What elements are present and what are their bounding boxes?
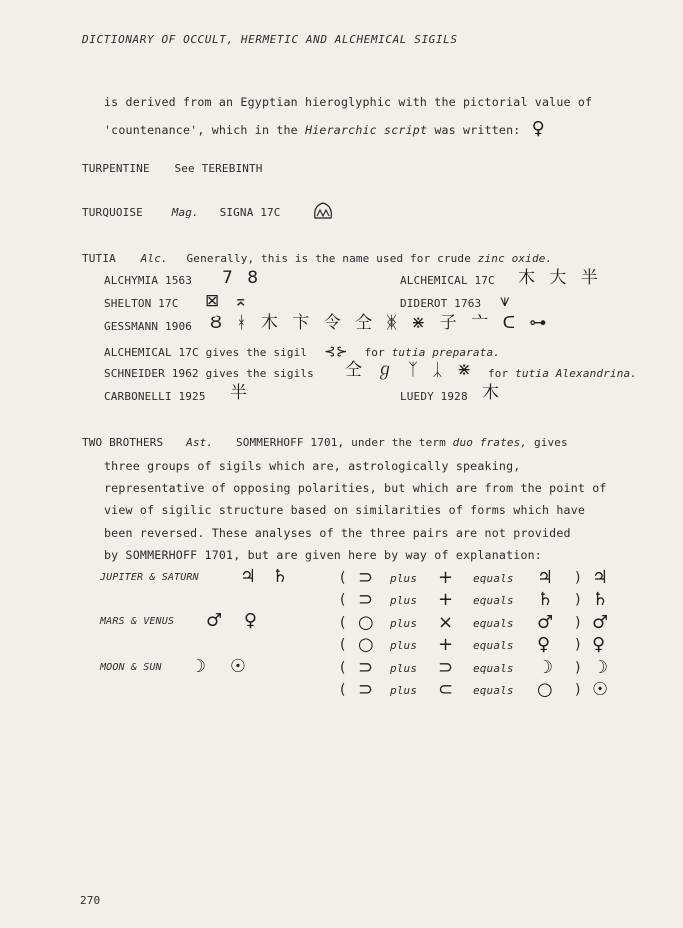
sigil: 木: [518, 268, 535, 288]
sigil: 仝: [355, 313, 373, 333]
planet-sigil: ♄: [592, 589, 609, 610]
component-b-sigil: ⊃: [438, 657, 454, 678]
component-a-sigil: ⊃: [358, 657, 374, 678]
sigil: 半: [580, 268, 598, 288]
intro-line-2: [104, 118, 545, 139]
alchymia-sigils: [222, 270, 267, 287]
moon-icon: ☽: [190, 656, 207, 677]
close-paren: ): [575, 682, 581, 698]
body-line: view of sigilic structure based on similarities of forms which have: [104, 503, 586, 517]
equals-label: equals: [473, 617, 514, 630]
component-a-sigil: ○: [358, 612, 374, 633]
open-paren: (: [340, 615, 346, 631]
venus-sigil: ♀: [531, 118, 546, 139]
turquoise-sigil: [312, 200, 334, 222]
entry-abbreviation: Ast.: [186, 436, 214, 449]
component-a-sigil: ⊃: [358, 589, 374, 610]
entry-two-brothers: [82, 436, 568, 449]
component-b-sigil: ⊂: [438, 679, 454, 700]
sigil: ᛉ: [407, 360, 419, 380]
entry-term: TWO BROTHERS: [82, 436, 164, 449]
gessmann-sigils: [210, 315, 555, 332]
entry-description: Generally, this is the name used for crude: [186, 252, 471, 265]
source-carbonelli: CARBONELLI 1925: [104, 390, 206, 403]
entry-turquoise: [82, 206, 281, 219]
pair-sigils: [190, 656, 246, 677]
entry-term: TUTIA: [82, 252, 116, 265]
sigil: 大: [549, 268, 567, 288]
diderot-sigils: [500, 293, 519, 310]
source-gessmann: GESSMANN 1906: [104, 320, 193, 333]
open-paren: (: [340, 637, 346, 653]
pair-sigils: [206, 610, 257, 631]
component-a-sigil: ⊃: [358, 567, 374, 588]
pair-label: JUPITER & SATURN: [100, 572, 199, 583]
equals-label: equals: [473, 594, 514, 607]
plus-label: plus: [390, 594, 418, 607]
equals-label: equals: [473, 662, 514, 675]
intro-line-1: is derived from an Egyptian hieroglyphic with the pictorial value of: [104, 95, 593, 109]
source-shelton: SHELTON 17C: [104, 297, 179, 310]
pair-label: MARS & VENUS: [100, 616, 175, 627]
luedy-sigil: 木: [482, 383, 499, 403]
equals-label: equals: [473, 684, 514, 697]
close-paren: ): [575, 660, 581, 676]
schneider-sigils: [345, 362, 480, 379]
alchemical-17c-sigils: [518, 270, 607, 287]
open-paren: (: [340, 660, 346, 676]
entry-description: SOMMERHOFF 1701, under the term: [235, 436, 446, 449]
component-a-sigil: ⊃: [358, 679, 374, 700]
preparata-for: for: [364, 346, 385, 359]
component-b-sigil: +: [438, 567, 454, 588]
entry-tutia: [82, 252, 552, 265]
close-paren: ): [575, 570, 581, 586]
sigil: ⊶: [529, 313, 547, 333]
sigil: ᛤ: [386, 313, 397, 333]
entry-abbreviation: Mag.: [171, 206, 199, 219]
planet-sigil: ♃: [592, 567, 609, 588]
plus-label: plus: [390, 639, 418, 652]
sigil: Ȣ: [210, 313, 222, 333]
result-sigil: ♄: [537, 589, 554, 610]
mars-icon: ♂: [206, 610, 223, 631]
schneider-for: for: [488, 367, 509, 380]
venus-icon: ♀: [243, 610, 258, 631]
close-paren: ): [575, 592, 581, 608]
equals-label: equals: [473, 639, 514, 652]
preparata-text: ALCHEMICAL 17C gives the sigil: [104, 346, 308, 359]
intro-italic-term: Hierarchic script: [305, 123, 428, 137]
cross-reference: See TEREBINTH: [174, 162, 263, 175]
open-paren: (: [340, 570, 346, 586]
sigil: ⌅: [233, 291, 248, 311]
entry-abbreviation: Alc.: [140, 252, 168, 265]
pair-sigils: [240, 566, 288, 587]
component-a-sigil: ○: [358, 634, 374, 655]
preparata-sigil: ⊰⊱: [323, 344, 348, 360]
source-label: ALCHYMIA 1563: [104, 274, 193, 287]
carbonelli-sigil: 半: [230, 383, 247, 403]
close-paren: ): [575, 637, 581, 653]
sigil: ⩛: [500, 291, 510, 311]
entry-description-end: gives: [533, 436, 568, 449]
source-reference: SIGNA 17C: [219, 206, 281, 219]
plus-label: plus: [390, 617, 418, 630]
sigil: ⋇: [457, 360, 472, 380]
plus-label: plus: [390, 662, 418, 675]
shelton-sigils: [205, 293, 257, 310]
sigil: 仝: [345, 360, 362, 380]
plus-label: plus: [390, 572, 418, 585]
sigil: ⊠: [205, 291, 220, 311]
preparata-line: [104, 344, 500, 361]
schneider-tail: [488, 367, 637, 380]
component-b-sigil: +: [438, 589, 454, 610]
body-line: representative of opposing polarities, but which are from the point of: [104, 481, 607, 495]
schneider-term: tutia Alexandrina.: [515, 367, 638, 380]
intro-text-a: 'countenance', which in the: [104, 123, 298, 137]
planet-sigil: ♂: [592, 612, 609, 633]
component-b-sigil: +: [438, 634, 454, 655]
sun-icon: ☉: [229, 656, 247, 677]
running-header: DICTIONARY OF OCCULT, HERMETIC AND ALCHEMICAL SIGILS: [82, 33, 458, 46]
preparata-term: tutia preparata.: [391, 346, 500, 359]
result-sigil: ♂: [537, 612, 554, 633]
pair-label: MOON & SUN: [100, 662, 162, 673]
sigil: 8: [247, 268, 259, 288]
entry-description-italic: duo frates,: [452, 436, 528, 449]
result-sigil: ○: [537, 679, 553, 700]
sigil: 木: [260, 313, 278, 333]
sigil: ᛣ: [432, 360, 443, 380]
body-line: three groups of sigils which are, astrologically speaking,: [104, 459, 521, 473]
body-line: been reversed. These analyses of the three pairs are not provided: [104, 526, 571, 540]
sigil: ᚼ: [236, 313, 247, 333]
result-sigil: ♃: [537, 567, 554, 588]
source-luedy: LUEDY 1928: [400, 390, 468, 403]
component-b-sigil: ×: [438, 612, 454, 633]
source-alchemical-17c: ALCHEMICAL 17C: [400, 274, 495, 287]
source-alchymia: [104, 274, 192, 287]
plus-label: plus: [390, 684, 418, 697]
sigil: 亠: [471, 313, 489, 333]
equals-label: equals: [473, 572, 514, 585]
schneider-text: SCHNEIDER 1962 gives the sigils: [104, 367, 314, 380]
page-number: 270: [80, 894, 101, 907]
sigil: 7: [222, 268, 233, 288]
entry-term: TURPENTINE: [82, 162, 150, 175]
sigil: 卞: [292, 313, 310, 333]
sigil: 子: [439, 313, 457, 333]
intro-text-c: was written:: [434, 123, 521, 137]
entry-term: TURQUOISE: [82, 206, 143, 219]
result-sigil: ♀: [537, 634, 551, 655]
saturn-icon: ♄: [271, 566, 289, 587]
sigil: ᑕ: [502, 313, 516, 333]
planet-sigil: ♀: [592, 634, 606, 655]
result-sigil: ☽: [537, 657, 554, 678]
jupiter-icon: ♃: [240, 566, 257, 587]
sigil: ℊ: [376, 360, 394, 380]
source-diderot: DIDEROT 1763: [400, 297, 482, 310]
entry-turpentine: [82, 162, 263, 175]
planet-sigil: ☉: [592, 679, 609, 700]
sigil: 令: [323, 313, 341, 333]
planet-sigil: ☽: [592, 657, 609, 678]
open-paren: (: [340, 682, 346, 698]
open-paren: (: [340, 592, 346, 608]
close-paren: ): [575, 615, 581, 631]
sigil: ⋇: [411, 313, 426, 333]
body-line: by SOMMERHOFF 1701, but are given here by way of explanation:: [104, 548, 542, 562]
entry-description-italic: zinc oxide.: [477, 252, 553, 265]
